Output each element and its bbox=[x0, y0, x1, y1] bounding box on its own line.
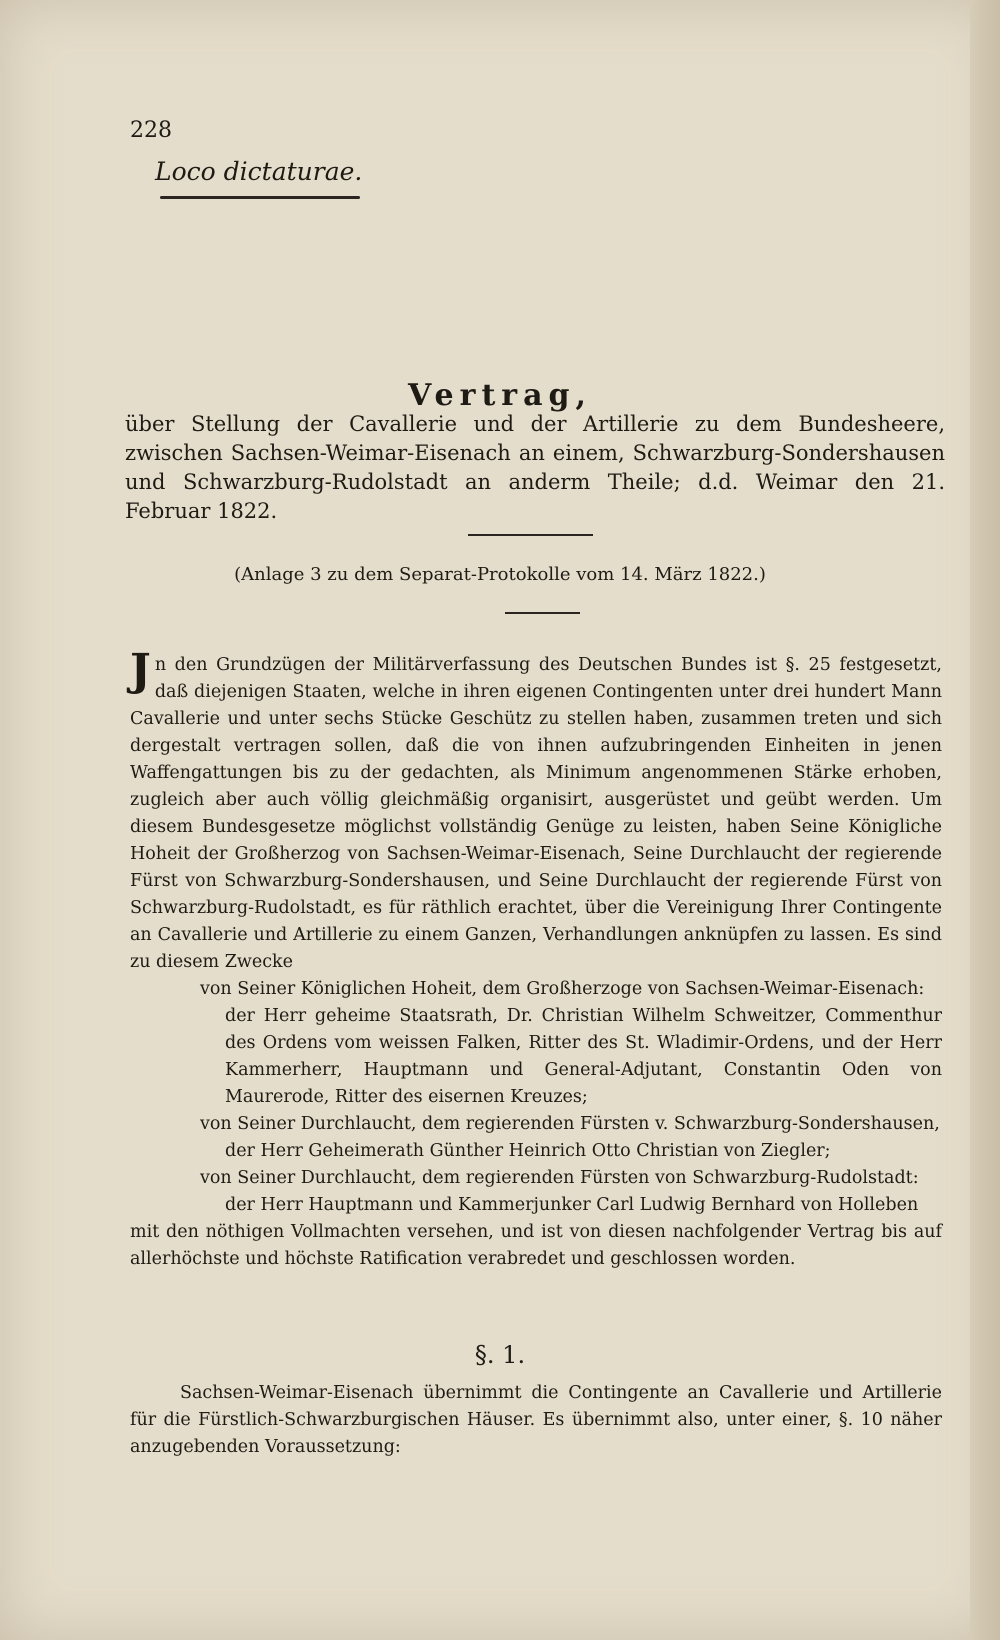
party-weimar: von Seiner Königlichen Hoheit, dem Großherzoge von Sachsen-Weimar-Eisenach: bbox=[200, 979, 925, 999]
section-heading: §. 1. bbox=[474, 1341, 526, 1369]
body-text bbox=[130, 645, 942, 1273]
running-head: Loco dictaturae. bbox=[155, 157, 363, 186]
running-head-rule bbox=[160, 196, 360, 199]
document-subtitle: über Stellung der Cavallerie und der Artillerie zu dem Bundesheere, zwischen Sachsen-Weimar-Eisenach an einem, Schwarzburg-Sondershausen und Schwarzburg-Rudolstadt an anderm Theile; d.d. Weimar den 21. Februar 1822. bbox=[125, 412, 945, 523]
delegate-rudolstadt: der Herr Hauptmann und Kammerjunker Carl Ludwig Bernhard von Holleben bbox=[225, 1195, 919, 1215]
intro-text: n den Grundzügen der Militärverfassung des Deutschen Bundes ist §. 25 festgesetzt, daß diejenigen Staaten, welche in ihren eigenen Contingenten unter drei hundert Mann Cavallerie und unter sechs Stücke Geschütz zu stellen haben, zusammen treten und sich dergestalt vertragen sollen, daß die von ihnen aufzubringenden Einheiten in jenen Waffengattungen bis zu der gedachten, als Minimum angenommenen Stärke erhoben, zugleich aber auch völlig gleichmäßig organisirt, ausgerüstet und geübt werden. Um diesem Bundesgesetze möglichst vollständig Genüge zu leisten, haben Seine Königliche Hoheit der Großherzog von Sachsen-Weimar-Eisenach, Seine Durchlaucht der regierende Fürst von Schwarzburg-Sondershausen, und Seine Durchlaucht der regierende Fürst von Schwarzburg-Rudolstadt, es für räthlich erachtet, über die Vereinigung Ihrer Contingente an Cavallerie und Artillerie zu einem Ganzen, Verhandlungen anknüpfen zu lassen. Es sind zu diesem Zwecke bbox=[130, 655, 942, 972]
section-body bbox=[130, 1380, 942, 1461]
page-number: 228 bbox=[130, 118, 172, 143]
section-text: Sachsen-Weimar-Eisenach übernimmt die Contingente an Cavallerie und Artillerie für die Fürstlich-Schwarzburgischen Häuser. Es übernimmt also, unter einer, §. 10 näher anzugebenden Voraussetzung: bbox=[130, 1383, 942, 1457]
separator-rule bbox=[468, 534, 593, 536]
closing-text: mit den nöthigen Vollmachten versehen, und ist von diesen nachfolgender Vertrag bis auf allerhöchste und höchste Ratification verabredet und geschlossen worden. bbox=[130, 1222, 942, 1269]
delegate-sondershausen: der Herr Geheimerath Günther Heinrich Otto Christian von Ziegler; bbox=[225, 1141, 831, 1161]
document-title: Vertrag, bbox=[408, 378, 592, 413]
delegates-weimar: der Herr geheime Staatsrath, Dr. Christian Wilhelm Schweitzer, Commenthur des Ordens vom weissen Falken, Ritter des St. Wladimir-Ordens, und der Herr Kammerherr, Hauptmann und General-Adjutant, Constantin Oden von Maurerode, Ritter des eisernen Kreuzes; bbox=[225, 1006, 942, 1107]
intro-paragraph bbox=[130, 645, 942, 976]
party-sondershausen: von Seiner Durchlaucht, dem regierenden Fürsten v. Schwarzburg-Sondershausen, bbox=[200, 1114, 940, 1134]
party-rudolstadt: von Seiner Durchlaucht, dem regierenden Fürsten von Schwarzburg-Rudolstadt: bbox=[200, 1168, 919, 1188]
annex-note: (Anlage 3 zu dem Separat-Protokolle vom 14. März 1822.) bbox=[234, 564, 766, 585]
page-edge bbox=[970, 0, 1000, 1640]
separator-rule bbox=[505, 612, 580, 614]
drop-cap: J bbox=[130, 645, 151, 696]
